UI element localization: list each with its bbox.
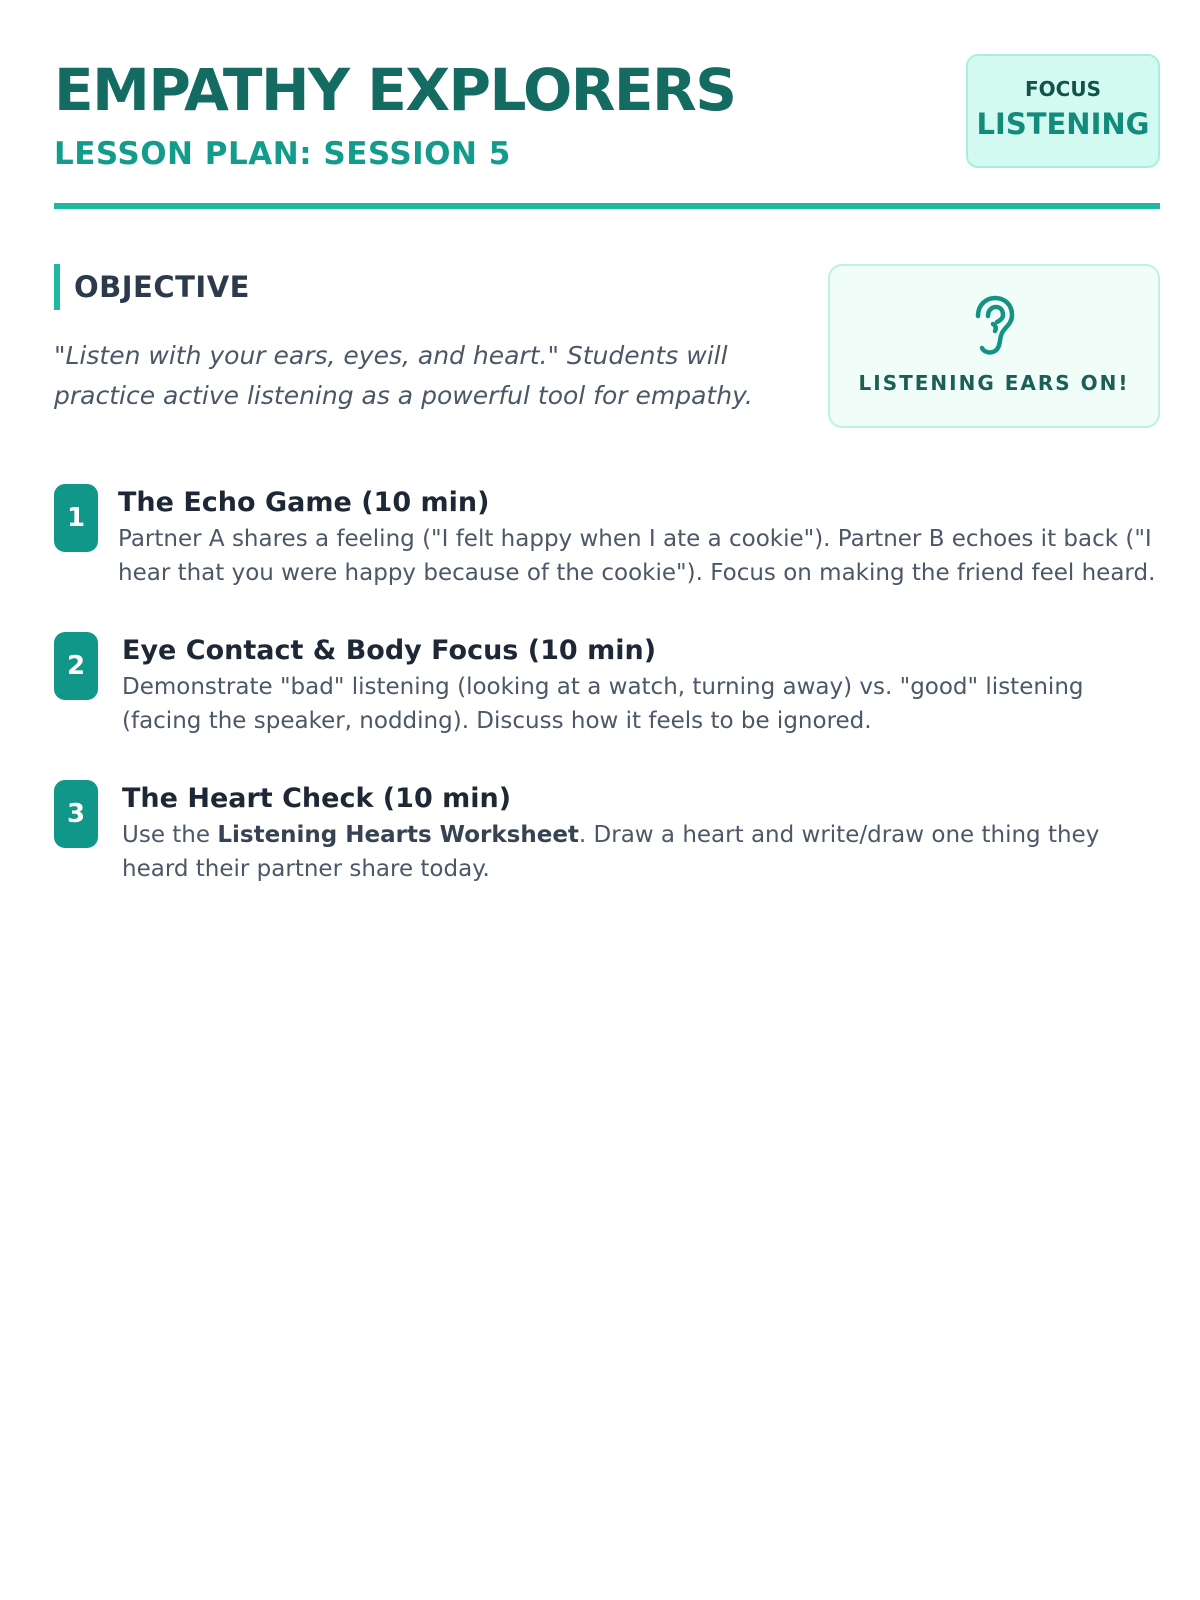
step-title: The Echo Game (10 min) xyxy=(118,487,490,518)
step-title: Eye Contact & Body Focus (10 min) xyxy=(122,635,657,666)
objective-heading: OBJECTIVE xyxy=(54,264,784,310)
step-item xyxy=(54,632,1160,742)
step-title: The Heart Check (10 min) xyxy=(122,783,512,814)
step-description-suffix: . Draw a heart and write/draw one thing they heard their partner share today. xyxy=(122,822,1100,882)
objective-text: "Listen with your ears, eyes, and heart." Students will practice active listening as a powerful tool for empathy. xyxy=(54,341,753,410)
step-body xyxy=(118,484,1160,590)
activity-steps xyxy=(54,484,1160,928)
listening-callout xyxy=(828,264,1160,428)
objective-section xyxy=(54,264,784,416)
step-body xyxy=(122,632,1160,738)
page-title: EMPATHY EXPLORERS xyxy=(54,56,736,124)
page-subtitle: LESSON PLAN: SESSION 5 xyxy=(54,136,511,172)
step-number-badge: 3 xyxy=(54,780,98,848)
header xyxy=(54,48,1160,208)
callout-text: LISTENING EARS ON! xyxy=(858,371,1130,395)
step-item xyxy=(54,780,1160,890)
focus-value: LISTENING xyxy=(976,107,1150,141)
focus-label: FOCUS xyxy=(1025,77,1101,101)
step-description xyxy=(122,818,1160,886)
step-body xyxy=(122,780,1160,886)
worksheet-name: Listening Hearts Worksheet xyxy=(217,822,579,848)
step-number-badge: 1 xyxy=(54,484,98,552)
step-number-badge: 2 xyxy=(54,632,98,700)
focus-badge xyxy=(966,54,1160,168)
ear-icon xyxy=(968,294,1020,358)
step-description-prefix: Use the xyxy=(122,822,218,848)
header-divider xyxy=(54,203,1160,209)
step-item xyxy=(54,484,1160,594)
step-description: Partner A shares a feeling ("I felt happy when I ate a cookie"). Partner B echoes it back ("I hear that you were happy because of the cookie"). Focus on making the friend feel heard. xyxy=(118,526,1156,586)
step-description: Demonstrate "bad" listening (looking at a watch, turning away) vs. "good" listening (facing the speaker, nodding). Discuss how it feels to be ignored. xyxy=(122,674,1084,734)
